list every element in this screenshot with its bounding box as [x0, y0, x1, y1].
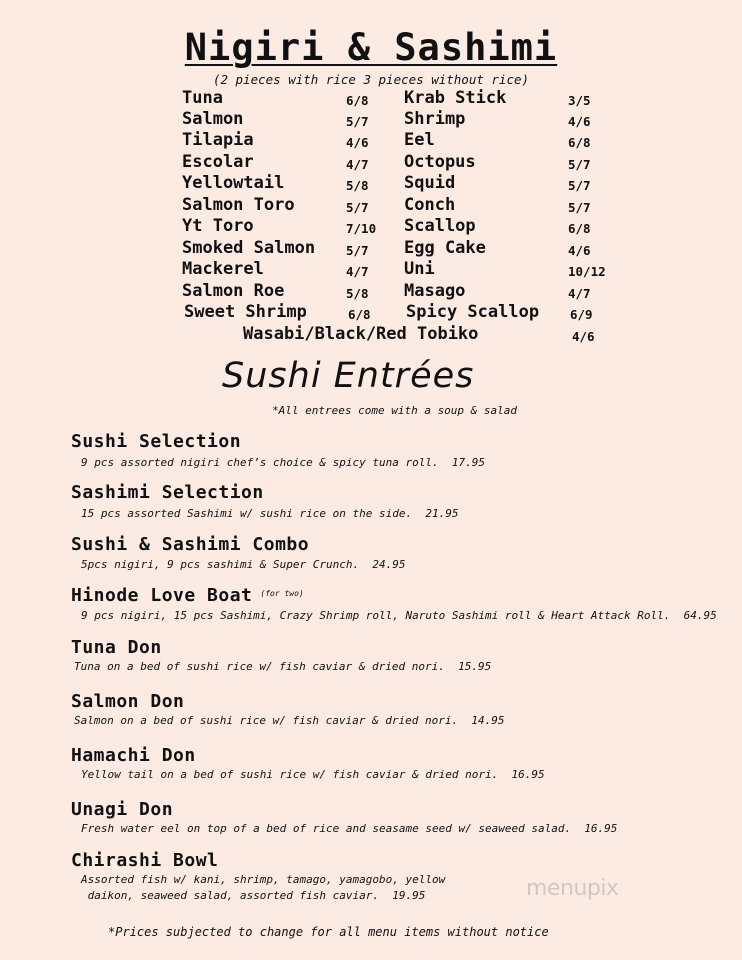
nigiri-item-name: Salmon Roe	[182, 281, 285, 301]
nigiri-item-price: 5/8	[346, 178, 369, 193]
nigiri-item-price: 5/7	[346, 200, 369, 215]
nigiri-item-name: Squid	[404, 173, 456, 193]
nigiri-item-name: Escolar	[182, 152, 254, 172]
entree-desc: 9 pcs assorted nigiri chef’s choice & spicy tuna roll. 17.95	[81, 456, 485, 469]
nigiri-item-name: Yt Toro	[182, 216, 254, 236]
entree-name: Salmon Don	[71, 691, 185, 712]
entree-name: Sushi & Sashimi Combo	[71, 534, 310, 555]
nigiri-item-name: Scallop	[404, 216, 476, 236]
nigiri-item-price: 7/10	[346, 221, 377, 236]
nigiri-item-name: Octopus	[404, 152, 476, 172]
entree-desc: 15 pcs assorted Sashimi w/ sushi rice on the side. 21.95	[81, 507, 459, 520]
nigiri-item-price: 3/5	[568, 93, 591, 108]
page-title: Nigiri & Sashimi	[184, 26, 558, 69]
entree-desc: 5pcs nigiri, 9 pcs sashimi & Super Crunch. 24.95	[81, 558, 406, 571]
nigiri-item-name: Mackerel	[182, 259, 264, 279]
nigiri-item-price: 4/7	[346, 264, 369, 279]
entree-desc: 9 pcs nigiri, 15 pcs Sashimi, Crazy Shrimp roll, Naruto Sashimi roll & Heart Attack Roll. 64.95	[81, 609, 717, 622]
entree-name: Hamachi Don	[71, 745, 196, 766]
nigiri-item-name: Yellowtail	[182, 173, 285, 193]
nigiri-item-price: 4/7	[346, 157, 369, 172]
tobiko-price: 4/6	[572, 329, 595, 344]
nigiri-item-price: 4/6	[568, 243, 591, 258]
nigiri-item-name: Salmon	[182, 109, 244, 129]
nigiri-item-price: 5/7	[568, 178, 591, 193]
entrees-subtitle: *All entrees come with a soup & salad	[272, 404, 518, 417]
footer-note: *Prices subjected to change for all menu items without notice	[108, 925, 549, 939]
nigiri-item-price: 5/7	[568, 157, 591, 172]
nigiri-item-name: Sweet Shrimp	[184, 302, 307, 322]
nigiri-subtitle: (2 pieces with rice 3 pieces without rice)	[212, 72, 530, 87]
nigiri-item-price: 4/7	[568, 286, 591, 301]
entree-name: Unagi Don	[71, 799, 174, 820]
entree-desc: Yellow tail on a bed of sushi rice w/ fish caviar & dried nori. 16.95	[81, 768, 545, 781]
entrees-title: Sushi Entrées	[222, 356, 475, 396]
entree-name: Chirashi Bowl	[71, 850, 219, 871]
nigiri-item-name: Masago	[404, 281, 466, 301]
nigiri-item-name: Shrimp	[404, 109, 466, 129]
nigiri-item-name: Tuna	[182, 88, 223, 108]
entree-desc: Tuna on a bed of sushi rice w/ fish caviar & dried nori. 15.95	[74, 660, 492, 673]
nigiri-item-price: 4/6	[568, 114, 591, 129]
nigiri-item-name: Eel	[404, 130, 435, 150]
entree-name: Hinode Love Boat	[71, 585, 253, 606]
nigiri-item-name: Spicy Scallop	[406, 302, 540, 322]
nigiri-item-name: Egg Cake	[404, 238, 486, 258]
nigiri-item-name: Uni	[404, 259, 435, 279]
nigiri-item-price: 6/8	[346, 93, 369, 108]
nigiri-item-name: Conch	[404, 195, 456, 215]
nigiri-item-name: Tilapia	[182, 130, 254, 150]
watermark: menupix	[526, 876, 619, 901]
nigiri-item-price: 6/8	[568, 221, 591, 236]
nigiri-item-price: 5/7	[568, 200, 591, 215]
nigiri-item-name: Salmon Toro	[182, 195, 295, 215]
nigiri-item-price: 4/6	[346, 135, 369, 150]
nigiri-item-price: 10/12	[568, 264, 606, 279]
entree-desc: Salmon on a bed of sushi rice w/ fish caviar & dried nori. 14.95	[74, 714, 505, 727]
entree-name: Sashimi Selection	[71, 482, 264, 503]
nigiri-item-price: 6/8	[568, 135, 591, 150]
entree-name-row	[71, 585, 304, 606]
nigiri-item-price: 5/7	[346, 243, 369, 258]
entree-note: (for two)	[260, 589, 304, 598]
entree-desc: Fresh water eel on top of a bed of rice and seasame seed w/ seaweed salad. 16.95	[81, 822, 618, 835]
entree-name: Sushi Selection	[71, 431, 242, 452]
tobiko-name: Wasabi/Black/Red Tobiko	[243, 324, 479, 344]
nigiri-item-price: 6/9	[570, 307, 593, 322]
entree-desc: Assorted fish w/ kani, shrimp, tamago, yamagobo, yellow daikon, seaweed salad, assorted fish caviar. 19.95	[81, 873, 446, 902]
nigiri-item-price: 5/7	[346, 114, 369, 129]
nigiri-item-price: 6/8	[348, 307, 371, 322]
nigiri-item-price: 5/8	[346, 286, 369, 301]
nigiri-item-name: Krab Stick	[404, 88, 507, 108]
nigiri-item-name: Smoked Salmon	[182, 238, 316, 258]
entree-name: Tuna Don	[71, 637, 162, 658]
